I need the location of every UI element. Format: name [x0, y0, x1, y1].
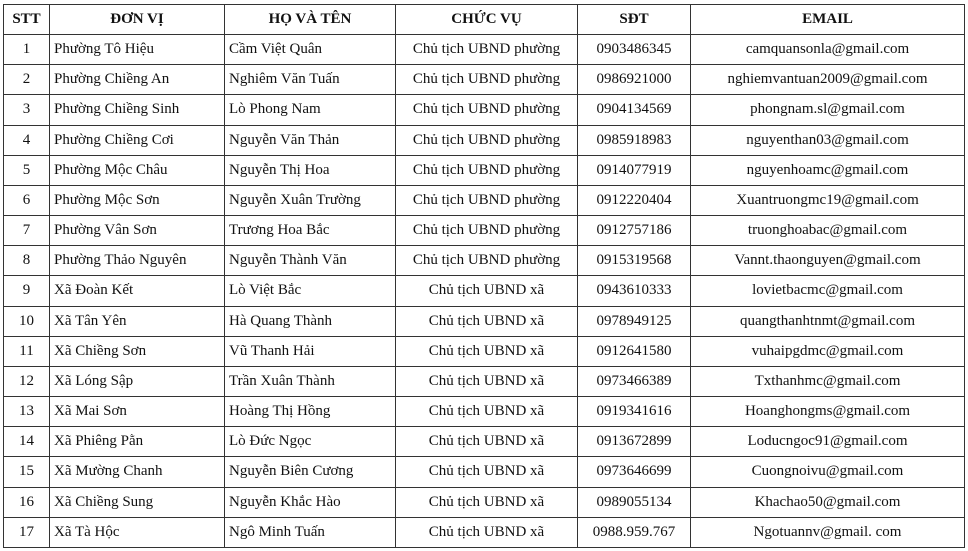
- cell-stt: 14: [4, 427, 50, 457]
- table-row: [4, 517, 965, 547]
- cell-stt: 12: [4, 366, 50, 396]
- cell-position: Chủ tịch UBND xã: [396, 366, 578, 396]
- cell-position: Chủ tịch UBND phường: [396, 35, 578, 65]
- table-row: [4, 216, 965, 246]
- cell-phone: 0943610333: [578, 276, 691, 306]
- cell-unit: Xã Đoàn Kết: [50, 276, 225, 306]
- cell-name: Lò Đức Ngọc: [225, 427, 396, 457]
- cell-unit: Phường Mộc Sơn: [50, 185, 225, 215]
- cell-email: Khachao50@gmail.com: [691, 487, 965, 517]
- cell-unit: Phường Chiềng An: [50, 65, 225, 95]
- table-row: [4, 35, 965, 65]
- cell-email: Vannt.thaonguyen@gmail.com: [691, 246, 965, 276]
- cell-stt: 9: [4, 276, 50, 306]
- cell-position: Chủ tịch UBND phường: [396, 155, 578, 185]
- header-row: [4, 5, 965, 35]
- contacts-table: [3, 4, 965, 548]
- cell-stt: 10: [4, 306, 50, 336]
- cell-position: Chủ tịch UBND phường: [396, 65, 578, 95]
- header-unit: ĐƠN VỊ: [50, 5, 225, 35]
- cell-name: Nguyễn Xuân Trường: [225, 185, 396, 215]
- cell-phone: 0904134569: [578, 95, 691, 125]
- header-position: CHỨC VỤ: [396, 5, 578, 35]
- cell-name: Nguyễn Khắc Hào: [225, 487, 396, 517]
- cell-stt: 4: [4, 125, 50, 155]
- cell-position: Chủ tịch UBND xã: [396, 487, 578, 517]
- cell-name: Ngô Minh Tuấn: [225, 517, 396, 547]
- cell-unit: Xã Mai Sơn: [50, 397, 225, 427]
- cell-phone: 0912641580: [578, 336, 691, 366]
- cell-unit: Phường Chiềng Cơi: [50, 125, 225, 155]
- cell-unit: Xã Chiềng Sơn: [50, 336, 225, 366]
- cell-email: Cuongnoivu@gmail.com: [691, 457, 965, 487]
- table-row: [4, 95, 965, 125]
- cell-email: Loducngoc91@gmail.com: [691, 427, 965, 457]
- cell-email: nguyenhoamc@gmail.com: [691, 155, 965, 185]
- cell-phone: 0989055134: [578, 487, 691, 517]
- cell-stt: 16: [4, 487, 50, 517]
- cell-name: Trương Hoa Bắc: [225, 216, 396, 246]
- cell-unit: Phường Mộc Châu: [50, 155, 225, 185]
- cell-phone: 0912757186: [578, 216, 691, 246]
- cell-email: Ngotuannv@gmail. com: [691, 517, 965, 547]
- cell-name: Hà Quang Thành: [225, 306, 396, 336]
- cell-name: Vũ Thanh Hải: [225, 336, 396, 366]
- table-row: [4, 246, 965, 276]
- table-row: [4, 366, 965, 396]
- cell-unit: Xã Mường Chanh: [50, 457, 225, 487]
- table-row: [4, 336, 965, 366]
- cell-stt: 3: [4, 95, 50, 125]
- header-stt: STT: [4, 5, 50, 35]
- cell-unit: Phường Vân Sơn: [50, 216, 225, 246]
- cell-position: Chủ tịch UBND phường: [396, 95, 578, 125]
- cell-email: quangthanhtnmt@gmail.com: [691, 306, 965, 336]
- cell-position: Chủ tịch UBND phường: [396, 125, 578, 155]
- header-name: HỌ VÀ TÊN: [225, 5, 396, 35]
- table-row: [4, 276, 965, 306]
- cell-email: truonghoabac@gmail.com: [691, 216, 965, 246]
- cell-email: nghiemvantuan2009@gmail.com: [691, 65, 965, 95]
- table-row: [4, 487, 965, 517]
- cell-phone: 0985918983: [578, 125, 691, 155]
- cell-position: Chủ tịch UBND xã: [396, 397, 578, 427]
- cell-email: Xuantruongmc19@gmail.com: [691, 185, 965, 215]
- cell-stt: 13: [4, 397, 50, 427]
- cell-position: Chủ tịch UBND xã: [396, 427, 578, 457]
- cell-phone: 0978949125: [578, 306, 691, 336]
- cell-email: phongnam.sl@gmail.com: [691, 95, 965, 125]
- cell-phone: 0973646699: [578, 457, 691, 487]
- cell-unit: Phường Tô Hiệu: [50, 35, 225, 65]
- cell-name: Nghiêm Văn Tuấn: [225, 65, 396, 95]
- cell-position: Chủ tịch UBND phường: [396, 246, 578, 276]
- cell-position: Chủ tịch UBND phường: [396, 185, 578, 215]
- cell-name: Trần Xuân Thành: [225, 366, 396, 396]
- table-row: [4, 125, 965, 155]
- cell-stt: 1: [4, 35, 50, 65]
- cell-stt: 17: [4, 517, 50, 547]
- cell-name: Cầm Việt Quân: [225, 35, 396, 65]
- cell-position: Chủ tịch UBND xã: [396, 336, 578, 366]
- cell-phone: 0913672899: [578, 427, 691, 457]
- cell-name: Nguyễn Văn Thản: [225, 125, 396, 155]
- cell-stt: 11: [4, 336, 50, 366]
- cell-unit: Xã Tà Hộc: [50, 517, 225, 547]
- cell-position: Chủ tịch UBND xã: [396, 276, 578, 306]
- header-phone: SĐT: [578, 5, 691, 35]
- cell-name: Lò Phong Nam: [225, 95, 396, 125]
- cell-unit: Xã Chiềng Sung: [50, 487, 225, 517]
- cell-stt: 7: [4, 216, 50, 246]
- cell-stt: 8: [4, 246, 50, 276]
- cell-unit: Xã Tân Yên: [50, 306, 225, 336]
- cell-name: Nguyễn Thị Hoa: [225, 155, 396, 185]
- cell-phone: 0903486345: [578, 35, 691, 65]
- cell-phone: 0914077919: [578, 155, 691, 185]
- cell-name: Hoàng Thị Hồng: [225, 397, 396, 427]
- cell-position: Chủ tịch UBND phường: [396, 216, 578, 246]
- table-row: [4, 155, 965, 185]
- cell-phone: 0919341616: [578, 397, 691, 427]
- cell-email: camquansonla@gmail.com: [691, 35, 965, 65]
- cell-position: Chủ tịch UBND xã: [396, 306, 578, 336]
- cell-name: Nguyễn Thành Văn: [225, 246, 396, 276]
- cell-name: Lò Việt Bắc: [225, 276, 396, 306]
- cell-email: Txthanhmc@gmail.com: [691, 366, 965, 396]
- cell-unit: Xã Phiêng Pằn: [50, 427, 225, 457]
- cell-unit: Phường Thảo Nguyên: [50, 246, 225, 276]
- table-row: [4, 397, 965, 427]
- cell-email: nguyenthan03@gmail.com: [691, 125, 965, 155]
- cell-phone: 0988.959.767: [578, 517, 691, 547]
- header-email: EMAIL: [691, 5, 965, 35]
- table-header: [4, 5, 965, 35]
- cell-unit: Xã Lóng Sập: [50, 366, 225, 396]
- cell-phone: 0973466389: [578, 366, 691, 396]
- cell-name: Nguyễn Biên Cương: [225, 457, 396, 487]
- cell-stt: 15: [4, 457, 50, 487]
- table-body: [4, 35, 965, 548]
- cell-position: Chủ tịch UBND xã: [396, 457, 578, 487]
- cell-stt: 5: [4, 155, 50, 185]
- cell-phone: 0912220404: [578, 185, 691, 215]
- cell-email: lovietbacmc@gmail.com: [691, 276, 965, 306]
- cell-position: Chủ tịch UBND xã: [396, 517, 578, 547]
- table-row: [4, 427, 965, 457]
- cell-stt: 6: [4, 185, 50, 215]
- cell-unit: Phường Chiềng Sinh: [50, 95, 225, 125]
- table-row: [4, 65, 965, 95]
- table-row: [4, 306, 965, 336]
- cell-stt: 2: [4, 65, 50, 95]
- cell-email: Hoanghongms@gmail.com: [691, 397, 965, 427]
- cell-email: vuhaipgdmc@gmail.com: [691, 336, 965, 366]
- table-row: [4, 185, 965, 215]
- cell-phone: 0915319568: [578, 246, 691, 276]
- table-row: [4, 457, 965, 487]
- cell-phone: 0986921000: [578, 65, 691, 95]
